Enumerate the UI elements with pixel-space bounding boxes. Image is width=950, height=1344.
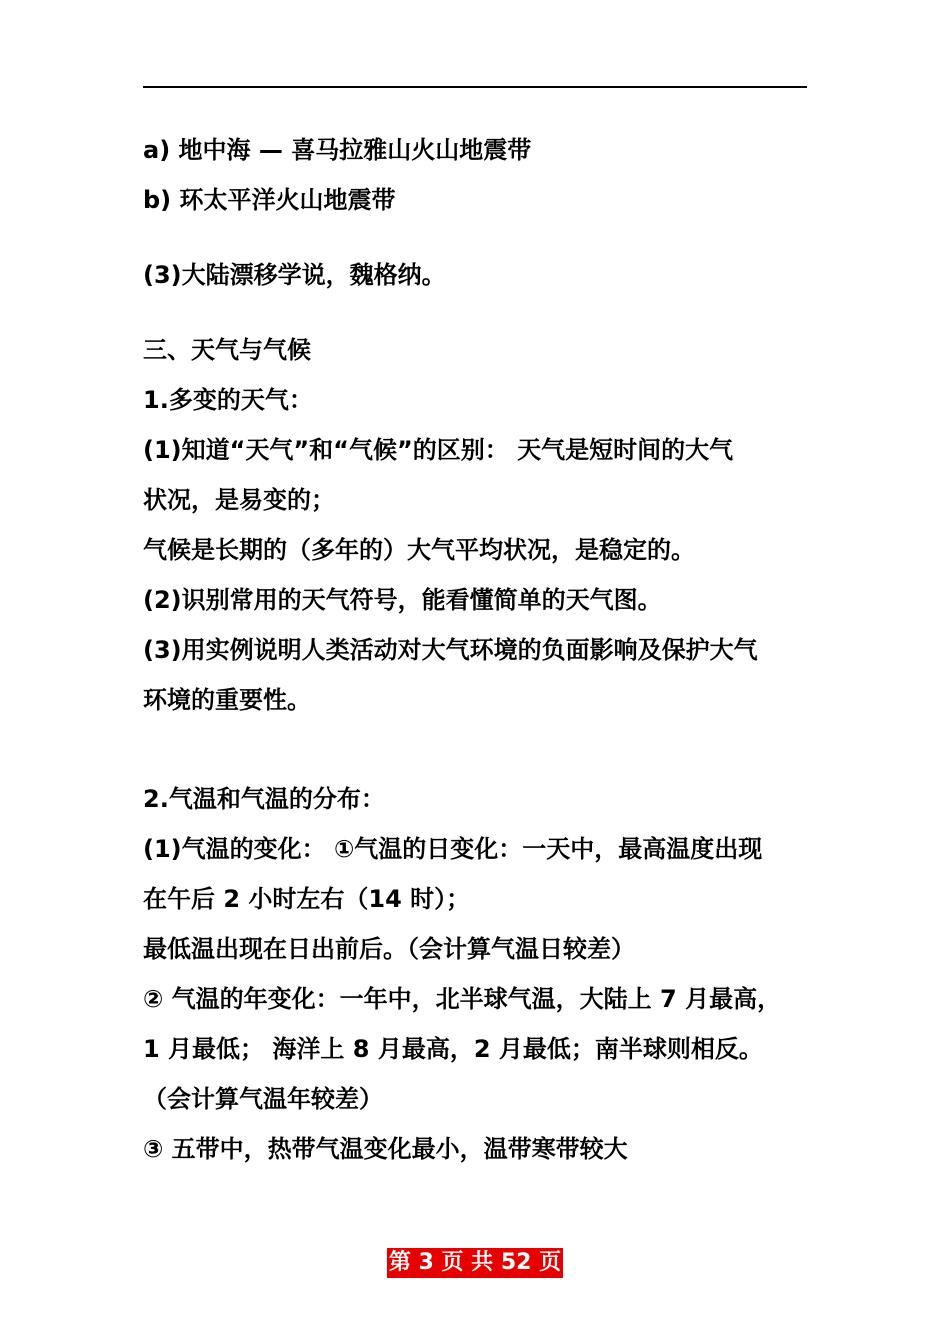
text-line: 最低温出现在日出前后。（会计算气温日较差） [143, 935, 635, 963]
text-line: (3)用实例说明人类活动对大气环境的负面影响及保护大气 [143, 636, 758, 664]
text-line: 1 月最低； 海洋上 8 月最高，2 月最低；南半球则相反。 [143, 1035, 763, 1063]
text-line: b) 环太平洋火山地震带 [143, 186, 396, 214]
text-line: 环境的重要性。 [143, 686, 311, 714]
text-line: 气候是长期的（多年的）大气平均状况，是稳定的。 [143, 536, 695, 564]
text-line: 在午后 2 小时左右（14 时）； [143, 885, 471, 913]
subsection-heading: 2.气温和气温的分布： [143, 785, 385, 813]
page-number: 第 3 页 共 52 页 [387, 1248, 563, 1278]
text-line: ③ 五带中，热带气温变化最小，温带寒带较大 [143, 1135, 628, 1163]
text-line: 状况，是易变的； [143, 486, 335, 514]
section-heading: 三、天气与气候 [143, 336, 311, 364]
page-footer [0, 1248, 950, 1278]
text-line: (2)识别常用的天气符号，能看懂简单的天气图。 [143, 586, 662, 614]
text-line: a) 地中海 — 喜马拉雅山火山地震带 [143, 136, 532, 164]
text-line: (3)大陆漂移学说，魏格纳。 [143, 261, 446, 289]
text-line: (1)气温的变化： ①气温的日变化：一天中，最高温度出现 [143, 835, 763, 863]
text-line: (1)知道“天气”和“气候”的区别： 天气是短时间的大气 [143, 436, 734, 464]
text-line: ② 气温的年变化：一年中，北半球气温，大陆上 7 月最高， [143, 985, 782, 1013]
subsection-heading: 1.多变的天气： [143, 386, 313, 414]
header-rule [143, 86, 807, 88]
text-line: （会计算气温年较差） [143, 1085, 383, 1113]
